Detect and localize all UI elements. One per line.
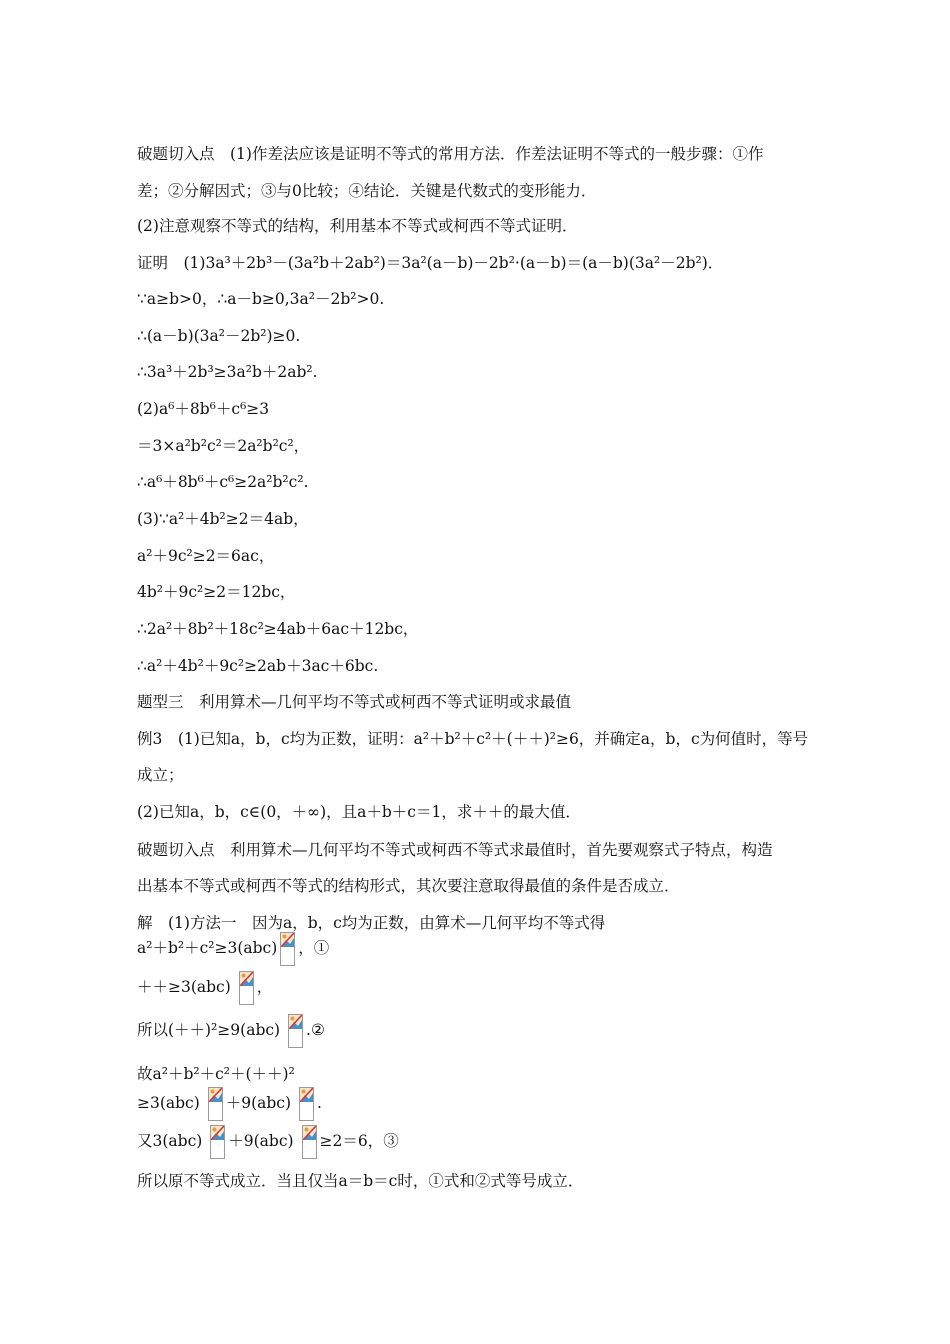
formula-text: 所以(＋＋)²≥9(abc) bbox=[137, 1021, 281, 1039]
text-line: ∴a⁶＋8b⁶＋c⁶≥2a²b²c². bbox=[137, 473, 309, 491]
formula-text: ≥3(abc) bbox=[137, 1094, 200, 1112]
formula-text: ＋＋≥3(abc) bbox=[137, 978, 231, 996]
formula-line bbox=[137, 1125, 399, 1159]
text-line: 出基本不等式或柯西不等式的结构形式，其次要注意取得最值的条件是否成立． bbox=[137, 877, 680, 895]
text-line: (2)注意观察不等式的结构，利用基本不等式或柯西不等式证明． bbox=[137, 217, 578, 235]
formula-text: ， bbox=[256, 978, 273, 996]
text-line: ∵a≥b>0，∴a－b≥0,3a²－2b²>0. bbox=[137, 290, 385, 308]
broken-image-icon bbox=[288, 1014, 303, 1048]
formula-line bbox=[137, 932, 329, 966]
broken-image-icon bbox=[299, 1087, 314, 1121]
formula-text: . bbox=[316, 1094, 322, 1112]
text-line: (2)a⁶＋8b⁶＋c⁶≥3 bbox=[137, 400, 270, 418]
text-line: 所以原不等式成立．当且仅当a＝b＝c时，①式和②式等号成立． bbox=[137, 1172, 584, 1190]
formula-text: ≥2＝6，③ bbox=[319, 1132, 399, 1150]
formula-text: .② bbox=[306, 1021, 325, 1039]
broken-image-icon bbox=[208, 1087, 223, 1121]
text-line: ∴3a³＋2b³≥3a²b＋2ab². bbox=[137, 363, 318, 381]
text-line: (3)∵a²＋4b²≥2＝4ab， bbox=[137, 510, 309, 528]
section-heading: 题型三 利用算术—几何平均不等式或柯西不等式证明或求最值 bbox=[137, 693, 572, 711]
formula-line: 故a²＋b²＋c²＋(＋＋)² bbox=[137, 1065, 295, 1083]
formula-line bbox=[137, 1014, 325, 1048]
text-line: 破题切入点 (1)作差法应该是证明不等式的常用方法．作差法证明不等式的一般步骤：①作 bbox=[137, 145, 764, 163]
broken-image-icon bbox=[302, 1125, 317, 1159]
formula-text: ，① bbox=[298, 939, 330, 957]
text-line: ＝3×a²b²c²＝2a²b²c²， bbox=[137, 437, 310, 455]
formula-text: ＋9(abc) bbox=[228, 1132, 294, 1150]
text-line: 例3 (1)已知a，b，c均为正数，证明：a²＋b²＋c²＋(＋＋)²≥6，并确定a，b，c为何值时，等号 bbox=[137, 730, 809, 748]
text-line: 破题切入点 利用算术—几何平均不等式或柯西不等式求最值时，首先要观察式子特点，构造 bbox=[137, 841, 773, 859]
formula-text: a²＋b²＋c²≥3(abc) bbox=[137, 939, 278, 957]
broken-image-icon bbox=[280, 932, 295, 966]
broken-image-icon bbox=[210, 1125, 225, 1159]
text-line: (2)已知a，b，c∈(0，＋∞)，且a＋b＋c＝1，求＋＋的最大值． bbox=[137, 803, 581, 821]
text-line: 差；②分解因式；③与0比较；④结论．关键是代数式的变形能力． bbox=[137, 182, 597, 200]
text-line: 成立； bbox=[137, 766, 184, 784]
text-line: ∴2a²＋8b²＋18c²≥4ab＋6ac＋12bc， bbox=[137, 620, 419, 638]
text-line: 4b²＋9c²≥2＝12bc， bbox=[137, 583, 296, 601]
text-line: ∴(a－b)(3a²－2b²)≥0. bbox=[137, 327, 301, 345]
formula-line bbox=[137, 971, 272, 1005]
text-line: 证明 (1)3a³＋2b³－(3a²b＋2ab²)＝3a²(a－b)－2b²·(a－b)＝(a－b)(3a²－2b²)． bbox=[137, 254, 724, 272]
broken-image-icon bbox=[239, 971, 254, 1005]
formula-line bbox=[137, 1087, 322, 1121]
text-line: 解 (1)方法一 因为a，b，c均为正数，由算术—几何平均不等式得 bbox=[137, 914, 606, 932]
text-line: ∴a²＋4b²＋9c²≥2ab＋3ac＋6bc. bbox=[137, 657, 379, 675]
formula-text: 又3(abc) bbox=[137, 1132, 203, 1150]
text-line: a²＋9c²≥2＝6ac， bbox=[137, 547, 275, 565]
formula-text: ＋9(abc) bbox=[225, 1094, 292, 1112]
